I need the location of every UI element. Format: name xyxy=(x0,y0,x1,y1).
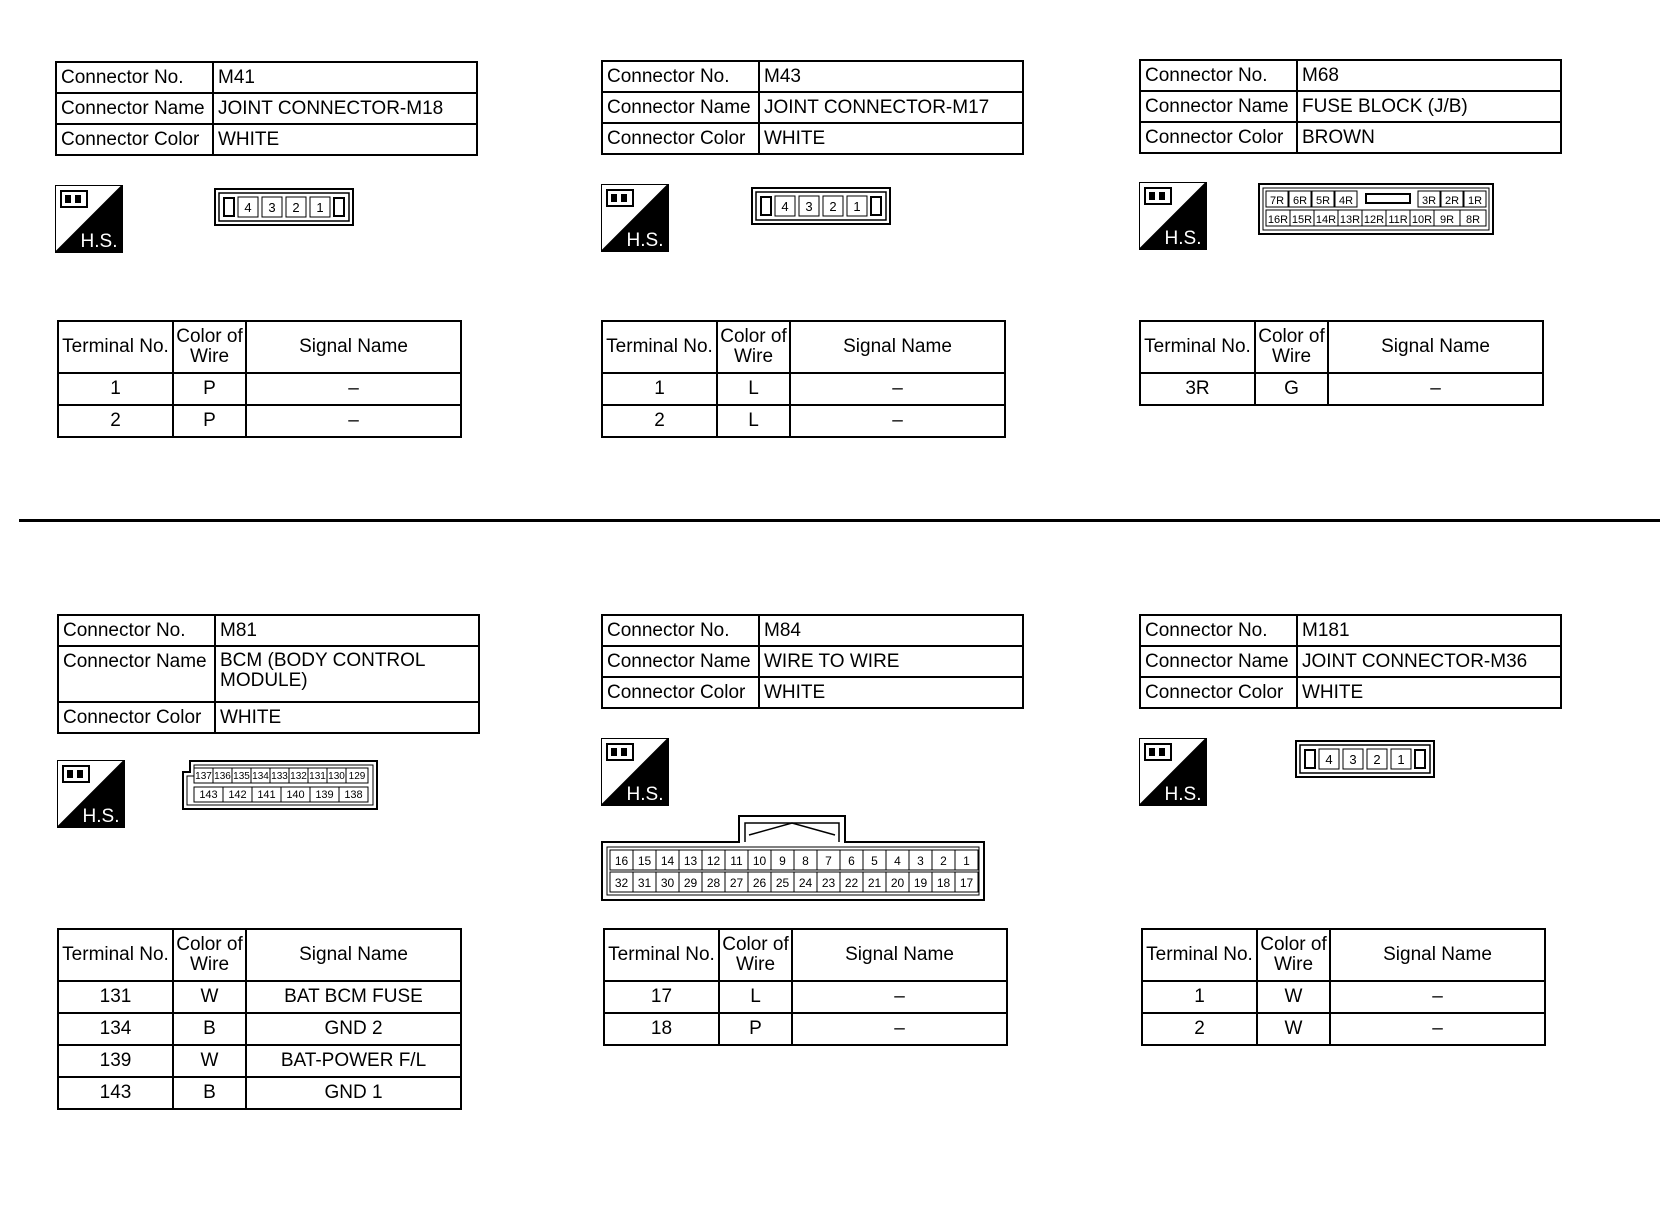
pin-label: 134 xyxy=(252,771,269,782)
pin-label: 11 xyxy=(730,854,743,868)
wire-label: Wire xyxy=(735,954,776,975)
wire-color-cell: L xyxy=(717,405,790,437)
pin-label: 14R xyxy=(1315,214,1337,226)
harness-side-icon xyxy=(55,185,123,253)
connector-no-value: M81 xyxy=(215,615,479,646)
color-of-label: Color of xyxy=(176,934,243,955)
terminal-no-header: Terminal No. xyxy=(58,929,173,981)
pin-label: 4R xyxy=(1338,195,1354,207)
connector-name-label: Connector Name xyxy=(602,92,759,123)
wire-color-cell: L xyxy=(717,373,790,405)
connector-color-label: Connector Color xyxy=(1140,677,1297,708)
connector-name-label: Connector Name xyxy=(1140,646,1297,677)
pin-label: 133 xyxy=(271,771,288,782)
color-of-label: Color of xyxy=(720,326,787,347)
pin-label: 130 xyxy=(328,771,345,782)
pin-label: 17 xyxy=(959,876,974,890)
signal-name-cell: – xyxy=(246,373,461,405)
pin-label: 15 xyxy=(637,854,652,868)
pin-label: 10R xyxy=(1411,214,1433,226)
table-row xyxy=(602,405,1005,437)
color-of-wire-header xyxy=(173,321,246,373)
pin-label: 20 xyxy=(890,876,905,890)
pin-label: 16 xyxy=(614,854,629,868)
connector-name-label: Connector Name xyxy=(602,646,759,677)
pin-label: 6 xyxy=(848,854,855,868)
table-row xyxy=(1142,981,1545,1013)
pin-label: 3 xyxy=(805,199,813,214)
signal-name-cell: – xyxy=(790,405,1005,437)
signal-name-header: Signal Name xyxy=(246,321,461,373)
pin-label: 6R xyxy=(1292,195,1308,207)
connector-color-label: Connector Color xyxy=(1140,122,1297,153)
pin-label: 30 xyxy=(660,876,675,890)
connector-name-label: Connector Name xyxy=(58,646,215,702)
connector-color-value: BROWN xyxy=(1297,122,1561,153)
hs-label: H.S. xyxy=(1164,228,1202,249)
pin-label: 4 xyxy=(244,200,252,215)
pin-label: 18 xyxy=(936,876,951,890)
wire-label: Wire xyxy=(733,346,774,367)
connector-name-value: BCM (BODY CONTROL MODULE) xyxy=(215,646,479,702)
pin-label: 28 xyxy=(706,876,721,890)
pin-label: 135 xyxy=(233,771,250,782)
color-of-wire-header xyxy=(1255,321,1328,373)
pin-label: 11R xyxy=(1388,214,1408,226)
hs-label: H.S. xyxy=(626,784,664,805)
pin-label: 1R xyxy=(1467,195,1483,207)
harness-side-icon xyxy=(1139,738,1207,806)
terminal-no-header: Terminal No. xyxy=(1142,929,1257,981)
signal-name-cell: GND 1 xyxy=(246,1077,461,1109)
connector-info-table xyxy=(601,60,1024,155)
connector-name-label: Connector Name xyxy=(1140,91,1297,122)
table-row xyxy=(58,1013,461,1045)
pin-label: 8R xyxy=(1465,214,1481,226)
pin-label: 143 xyxy=(199,789,218,801)
pin-label: 4 xyxy=(1325,752,1333,767)
pin-label: 138 xyxy=(344,789,363,801)
connector-info-table xyxy=(601,614,1024,709)
pin-label: 19 xyxy=(913,876,928,890)
pin-label: 25 xyxy=(775,876,790,890)
pin-label: 141 xyxy=(257,789,276,801)
terminal-no-header: Terminal No. xyxy=(604,929,719,981)
hs-label: H.S. xyxy=(80,231,118,252)
connector-no-label: Connector No. xyxy=(602,61,759,92)
connector-name-value: FUSE BLOCK (J/B) xyxy=(1297,91,1561,122)
pin-label: 131 xyxy=(309,771,326,782)
pin-label: 132 xyxy=(290,771,307,782)
color-of-wire-header xyxy=(173,929,246,981)
pin-label: 4 xyxy=(781,199,789,214)
signal-name-cell: GND 2 xyxy=(246,1013,461,1045)
connector-name-value: JOINT CONNECTOR-M18 xyxy=(213,93,477,124)
terminal-table xyxy=(601,320,1006,438)
wire-color-cell: W xyxy=(1257,981,1330,1013)
connector-color-value: WHITE xyxy=(1297,677,1561,708)
pin-label: 2 xyxy=(940,854,947,868)
pin-label: 29 xyxy=(683,876,698,890)
signal-name-cell: BAT-POWER F/L xyxy=(246,1045,461,1077)
signal-name-cell: – xyxy=(1330,1013,1545,1045)
terminal-table xyxy=(603,928,1008,1046)
pin-label: 9R xyxy=(1439,214,1455,226)
connector-no-value: M41 xyxy=(213,62,477,93)
connector-info-table xyxy=(1139,614,1562,709)
table-row xyxy=(58,373,461,405)
terminal-cell: 1 xyxy=(1142,981,1257,1013)
signal-name-cell: – xyxy=(1330,981,1545,1013)
signal-name-header: Signal Name xyxy=(1328,321,1543,373)
harness-side-icon xyxy=(601,738,669,806)
section-divider xyxy=(19,519,1660,522)
connector-no-value: M84 xyxy=(759,615,1023,646)
wire-color-cell: W xyxy=(173,1045,246,1077)
connector-color-value: WHITE xyxy=(759,123,1023,154)
color-of-label: Color of xyxy=(1258,326,1325,347)
connector-name-label: Connector Name xyxy=(56,93,213,124)
wire-label: Wire xyxy=(1271,346,1312,367)
terminal-cell: 2 xyxy=(58,405,173,437)
connector-no-label: Connector No. xyxy=(56,62,213,93)
pin-label: 137 xyxy=(195,771,212,782)
hs-label: H.S. xyxy=(626,230,664,251)
terminal-cell: 131 xyxy=(58,981,173,1013)
connector-color-label: Connector Color xyxy=(56,124,213,155)
signal-name-cell: BAT BCM FUSE xyxy=(246,981,461,1013)
connector-color-label: Connector Color xyxy=(602,677,759,708)
terminal-cell: 2 xyxy=(1142,1013,1257,1045)
connector-face-fuse-block xyxy=(1258,183,1494,235)
harness-side-icon xyxy=(1139,182,1207,250)
pin-label: 129 xyxy=(348,771,366,782)
pin-label: 14 xyxy=(660,854,675,868)
table-row xyxy=(58,1077,461,1109)
connector-name-value: WIRE TO WIRE xyxy=(759,646,1023,677)
connector-no-label: Connector No. xyxy=(1140,615,1297,646)
color-of-wire-header xyxy=(1257,929,1330,981)
wire-color-cell: P xyxy=(173,405,246,437)
terminal-table xyxy=(57,320,462,438)
wire-label: Wire xyxy=(189,346,230,367)
wire-color-cell: P xyxy=(173,373,246,405)
terminal-no-header: Terminal No. xyxy=(602,321,717,373)
connector-no-value: M68 xyxy=(1297,60,1561,91)
wire-color-cell: G xyxy=(1255,373,1328,405)
pin-label: 1 xyxy=(963,854,970,868)
table-row xyxy=(604,981,1007,1013)
signal-name-header: Signal Name xyxy=(792,929,1007,981)
pin-label: 5R xyxy=(1315,195,1331,207)
terminal-cell: 1 xyxy=(58,373,173,405)
signal-name-cell: – xyxy=(792,1013,1007,1045)
table-row xyxy=(1142,1013,1545,1045)
connector-name-value: JOINT CONNECTOR-M36 xyxy=(1297,646,1561,677)
pin-label: 142 xyxy=(228,789,247,801)
pin-label: 24 xyxy=(798,876,813,890)
connector-face-4pin xyxy=(214,188,354,226)
terminal-table xyxy=(57,928,462,1110)
terminal-cell: 17 xyxy=(604,981,719,1013)
table-row xyxy=(1140,373,1543,405)
signal-name-cell: – xyxy=(790,373,1005,405)
pin-label: 16R xyxy=(1267,214,1289,226)
harness-side-icon xyxy=(57,760,125,828)
harness-side-icon xyxy=(601,184,669,252)
pin-label: 9 xyxy=(779,854,786,868)
connector-color-label: Connector Color xyxy=(602,123,759,154)
pin-label: 7R xyxy=(1269,195,1285,207)
wire-color-cell: B xyxy=(173,1077,246,1109)
pin-label: 2R xyxy=(1444,195,1460,207)
connector-no-label: Connector No. xyxy=(602,615,759,646)
connector-color-label: Connector Color xyxy=(58,702,215,733)
wire-color-cell: W xyxy=(173,981,246,1013)
pin-label: 27 xyxy=(729,876,744,890)
terminal-cell: 3R xyxy=(1140,373,1255,405)
signal-name-header: Signal Name xyxy=(1330,929,1545,981)
terminal-cell: 18 xyxy=(604,1013,719,1045)
pin-label: 12R xyxy=(1363,214,1385,226)
color-of-wire-header xyxy=(717,321,790,373)
color-of-label: Color of xyxy=(1260,934,1327,955)
pin-label: 140 xyxy=(286,789,305,801)
connector-face-32pin xyxy=(601,815,985,901)
hs-label: H.S. xyxy=(82,806,120,827)
pin-label: 15R xyxy=(1291,214,1313,226)
pin-label: 12 xyxy=(706,854,721,868)
signal-name-header: Signal Name xyxy=(790,321,1005,373)
pin-label: 1 xyxy=(1397,752,1405,767)
terminal-table xyxy=(1141,928,1546,1046)
connector-no-label: Connector No. xyxy=(1140,60,1297,91)
pin-label: 3 xyxy=(1349,752,1357,767)
pin-label: 2 xyxy=(1373,752,1381,767)
wire-color-cell: L xyxy=(719,981,792,1013)
signal-name-cell: – xyxy=(792,981,1007,1013)
connector-color-value: WHITE xyxy=(759,677,1023,708)
pin-label: 3 xyxy=(268,200,276,215)
connector-face-bcm xyxy=(182,760,378,810)
pin-label: 26 xyxy=(752,876,767,890)
terminal-cell: 143 xyxy=(58,1077,173,1109)
connector-no-value: M181 xyxy=(1297,615,1561,646)
pin-label: 23 xyxy=(821,876,836,890)
connector-face-4pin xyxy=(751,187,891,225)
wire-color-cell: P xyxy=(719,1013,792,1045)
terminal-no-header: Terminal No. xyxy=(58,321,173,373)
pin-label: 1 xyxy=(316,200,324,215)
pin-label: 21 xyxy=(867,876,882,890)
table-row xyxy=(58,405,461,437)
pin-label: 32 xyxy=(614,876,629,890)
pin-label: 136 xyxy=(214,771,231,782)
pin-label: 3 xyxy=(917,854,924,868)
terminal-cell: 134 xyxy=(58,1013,173,1045)
pin-label: 22 xyxy=(844,876,859,890)
pin-label: 31 xyxy=(637,876,652,890)
table-row xyxy=(58,981,461,1013)
connector-face-4pin xyxy=(1295,740,1435,778)
pin-label: 139 xyxy=(315,789,334,801)
wire-label: Wire xyxy=(1273,954,1314,975)
signal-name-cell: – xyxy=(1328,373,1543,405)
pin-label: 8 xyxy=(802,854,809,868)
connector-no-label: Connector No. xyxy=(58,615,215,646)
pin-label: 13R xyxy=(1339,214,1361,226)
connector-color-value: WHITE xyxy=(215,702,479,733)
wire-color-cell: B xyxy=(173,1013,246,1045)
pin-label: 2 xyxy=(829,199,837,214)
connector-info-table xyxy=(1139,59,1562,154)
pin-label: 10 xyxy=(752,854,767,868)
pin-label: 7 xyxy=(825,854,832,868)
terminal-table xyxy=(1139,320,1544,406)
terminal-cell: 139 xyxy=(58,1045,173,1077)
terminal-no-header: Terminal No. xyxy=(1140,321,1255,373)
pin-label: 13 xyxy=(683,854,698,868)
table-row xyxy=(602,373,1005,405)
table-row xyxy=(58,1045,461,1077)
pin-label: 5 xyxy=(871,854,878,868)
connector-color-value: WHITE xyxy=(213,124,477,155)
signal-name-cell: – xyxy=(246,405,461,437)
color-of-wire-header xyxy=(719,929,792,981)
terminal-cell: 2 xyxy=(602,405,717,437)
color-of-label: Color of xyxy=(176,326,243,347)
pin-label: 3R xyxy=(1421,195,1437,207)
connector-name-value: JOINT CONNECTOR-M17 xyxy=(759,92,1023,123)
wire-color-cell: W xyxy=(1257,1013,1330,1045)
connector-info-table xyxy=(57,614,480,734)
pin-label: 2 xyxy=(292,200,300,215)
table-row xyxy=(604,1013,1007,1045)
connector-info-table xyxy=(55,61,478,156)
terminal-cell: 1 xyxy=(602,373,717,405)
connector-no-value: M43 xyxy=(759,61,1023,92)
wire-label: Wire xyxy=(189,954,230,975)
hs-label: H.S. xyxy=(1164,784,1202,805)
pin-label: 4 xyxy=(894,854,901,868)
color-of-label: Color of xyxy=(722,934,789,955)
pin-label: 1 xyxy=(853,199,861,214)
signal-name-header: Signal Name xyxy=(246,929,461,981)
